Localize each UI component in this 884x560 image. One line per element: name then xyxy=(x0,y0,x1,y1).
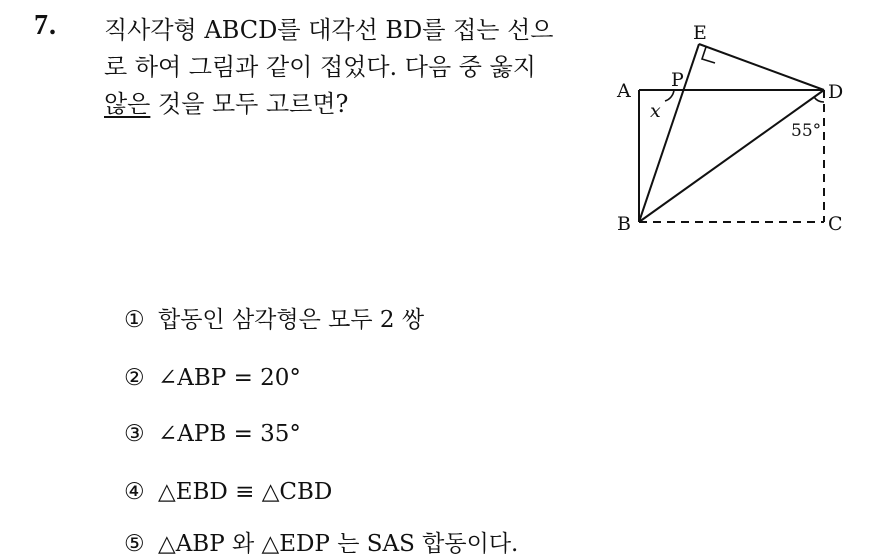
label-d: D xyxy=(828,81,844,103)
choice-3-mark: ③ xyxy=(124,421,145,447)
choice-4-mark: ④ xyxy=(124,479,145,505)
choice-1-text: 합동인 삼각형은 모두 2 쌍 xyxy=(158,307,425,333)
label-p: P xyxy=(671,69,684,91)
segment-ed xyxy=(699,44,824,90)
choice-3-text: ∠APB = 35° xyxy=(158,421,301,447)
folded-rectangle-diagram xyxy=(608,16,858,241)
label-a: A xyxy=(617,80,631,102)
choice-5[interactable] xyxy=(124,528,518,560)
choice-5-text: △ABP 와 △EDP 는 SAS 합동이다. xyxy=(158,531,519,557)
choice-4-text: △EBD ≡ △CBD xyxy=(158,479,333,505)
choice-1-mark: ① xyxy=(124,307,145,333)
segment-bd xyxy=(639,90,824,222)
choice-2-mark: ② xyxy=(124,365,145,391)
choice-3[interactable] xyxy=(124,418,301,450)
choice-5-mark: ⑤ xyxy=(124,531,145,557)
choice-2-text: ∠ABP = 20° xyxy=(158,365,301,391)
stem-line-3 xyxy=(104,86,604,123)
label-x: x xyxy=(650,100,661,122)
stem-line-2: 로 하여 그림과 같이 접었다. 다음 중 옳지 xyxy=(104,53,536,81)
geometry-figure xyxy=(608,16,858,245)
label-b: B xyxy=(617,213,631,235)
label-angle-55: 55° xyxy=(791,121,822,141)
label-e: E xyxy=(693,22,707,44)
stem-underlined-word: 않은 xyxy=(104,90,151,118)
choice-4[interactable] xyxy=(124,476,332,508)
segment-be xyxy=(639,44,699,222)
question-stem xyxy=(104,12,604,123)
choice-2[interactable] xyxy=(124,362,301,394)
label-c: C xyxy=(828,213,843,235)
choice-1[interactable] xyxy=(124,304,424,336)
stem-line-3-rest: 것을 모두 고르면? xyxy=(150,90,349,118)
stem-line-1: 직사각형 ABCD를 대각선 BD를 접는 선으 xyxy=(104,16,554,44)
angle-arc-55 xyxy=(814,97,824,102)
question-number: 7. xyxy=(34,10,57,41)
angle-arc-x xyxy=(665,90,674,101)
